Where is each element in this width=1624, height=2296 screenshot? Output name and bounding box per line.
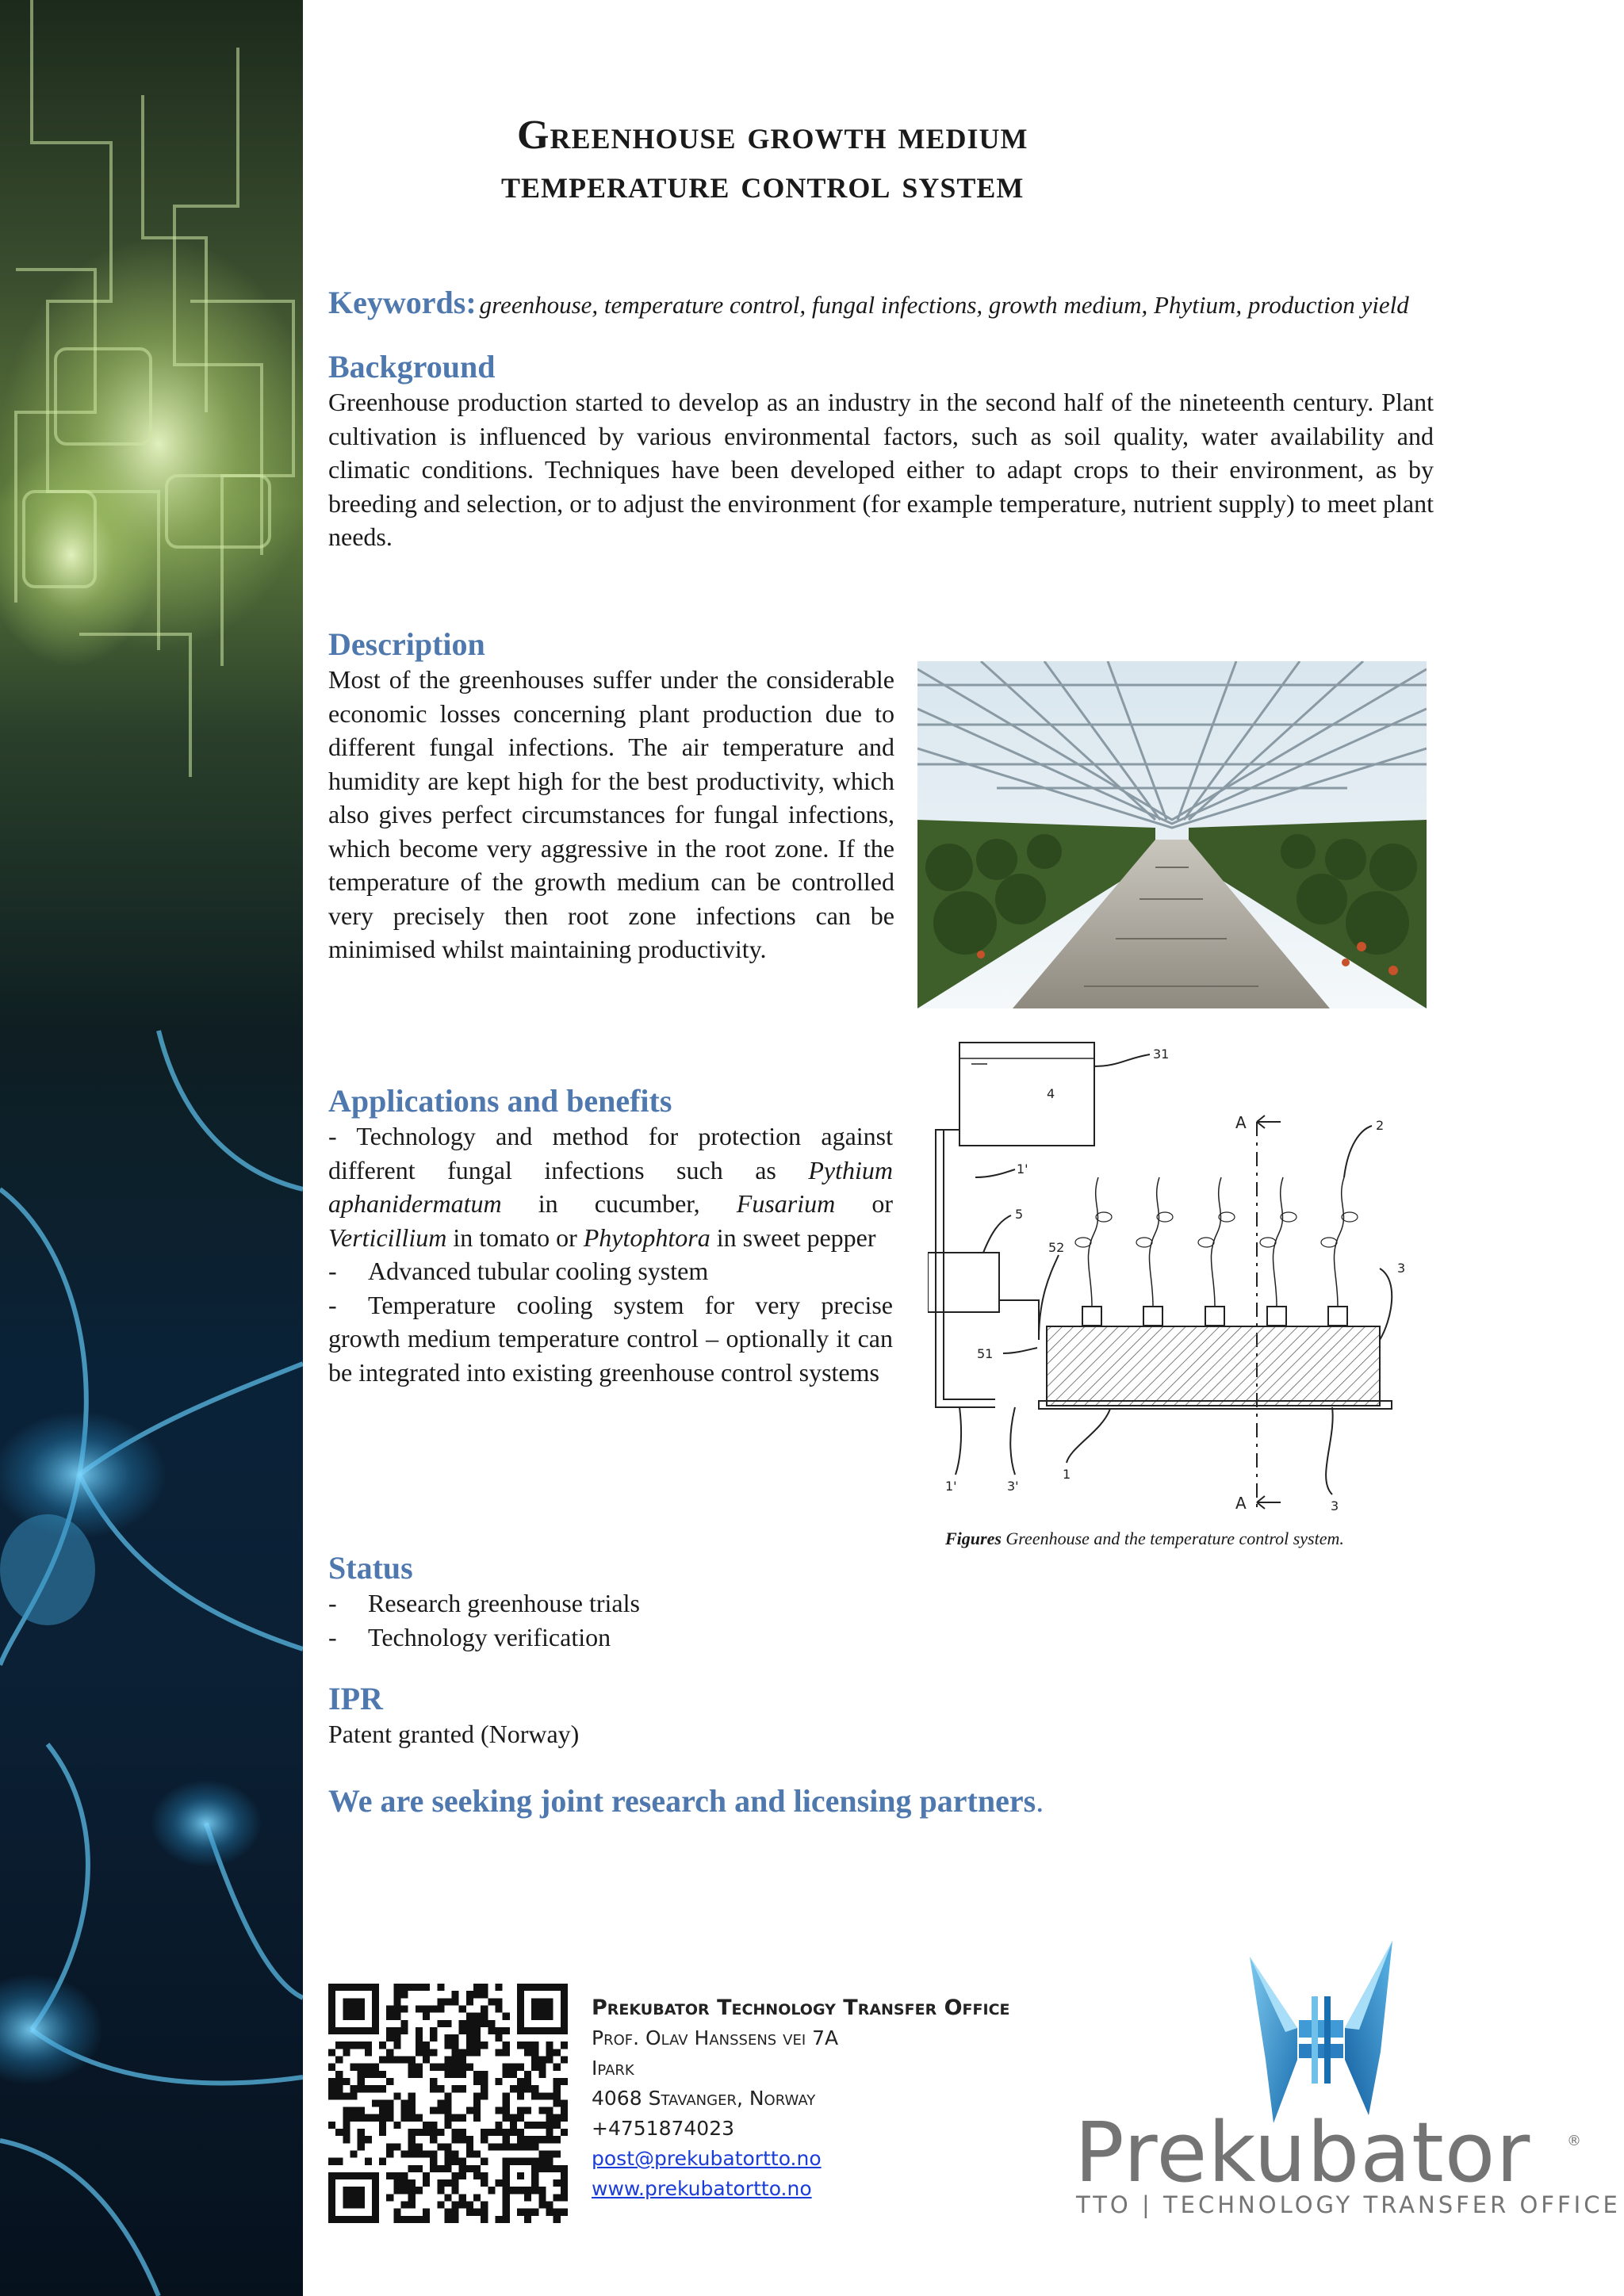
prekubator-logo-icon (1242, 1941, 1400, 2123)
diagram-label-bottom-3a: 3' (1007, 1479, 1019, 1494)
ipr-heading: IPR (328, 1681, 383, 1716)
contact-block (592, 1993, 1010, 2204)
description-section (328, 626, 894, 966)
applications-item-1-suffix: in sweet pepper (710, 1223, 876, 1252)
pathogen-name: Verticillium (328, 1223, 447, 1252)
status-item-text: Research greenhouse trials (368, 1589, 640, 1617)
ipr-text: Patent granted (Norway) (328, 1720, 580, 1748)
applications-item-1-prefix: - Technology and method for protection against different fungal infections such as (328, 1122, 893, 1184)
page-title (444, 111, 1316, 209)
figure-caption-label: Figures (945, 1529, 1002, 1548)
status-section (328, 1550, 1434, 1654)
applications-item-3 (328, 1288, 893, 1390)
title-line-2 (444, 160, 1316, 209)
applications-item-2-text: Advanced tubular cooling system (368, 1257, 709, 1285)
applications-item-3-text: Temperature cooling system for very precise growth medium temperature control – optionally it can be integrated into existing greenhouse control systems (328, 1290, 893, 1387)
applications-item-1 (328, 1119, 893, 1254)
keywords-label: Keywords: (328, 285, 477, 320)
keywords-text: greenhouse, temperature control, fungal infections, growth medium, Phytium, production yield (479, 291, 1409, 319)
status-item-text: Technology verification (368, 1622, 611, 1651)
contact-web-link[interactable]: www.prekubatortto.no (592, 2177, 812, 2200)
bullet-dash: - (328, 1589, 337, 1617)
prekubator-logo-wordmark: Prekubator (1074, 2104, 1531, 2201)
diagram-label-tank: 4 (1047, 1086, 1055, 1101)
bullet-dash: - (328, 1622, 337, 1651)
diagram-label-right-ref: 3 (1397, 1261, 1406, 1276)
figure-caption-text: Greenhouse and the temperature control system. (1001, 1529, 1344, 1548)
diagram-label-bottom-1: 1 (1063, 1467, 1071, 1482)
diagram-label-plant-ref: 2 (1376, 1118, 1385, 1133)
applications-item-1-mid3: in tomato or (446, 1223, 584, 1252)
qr-code[interactable] (328, 1984, 568, 2223)
diagram-label-bottom-3: 3 (1331, 1498, 1339, 1513)
diagram-label-section-top: A (1235, 1113, 1247, 1132)
applications-item-2 (328, 1254, 893, 1288)
registered-mark: ® (1567, 2133, 1581, 2149)
background-section (328, 349, 1434, 554)
applications-item-1-mid2: or (835, 1189, 894, 1218)
contact-email-link[interactable]: post@prekubatortto.no (592, 2147, 822, 2170)
diagram-label-pipe: 1' (1017, 1161, 1028, 1177)
figure-caption (945, 1529, 1344, 1549)
diagram-label-left-ref: 51 (977, 1346, 994, 1361)
pathogen-name: Pythium aphanidermatum (328, 1155, 893, 1218)
seeking-partners-statement (328, 1782, 1044, 1820)
contact-organization: Prekubator Technology Transfer Office (592, 1996, 1010, 2020)
status-heading: Status (328, 1550, 413, 1586)
pathogen-name: Phytophtora (583, 1223, 710, 1252)
seeking-partners-text: We are seeking joint research and licensing partners (328, 1783, 1036, 1819)
seeking-partners-period: . (1036, 1783, 1044, 1819)
greenhouse-photo (917, 661, 1427, 1008)
diagram-label-sensor: 52 (1048, 1240, 1065, 1255)
keywords-line (328, 284, 1438, 321)
diagram-label-tank-ref: 31 (1153, 1047, 1170, 1062)
diagram-label-pump: 5 (1015, 1207, 1024, 1222)
contact-address-line-1: Prof. Olav Hanssens vei 7A (592, 2026, 839, 2049)
pathogen-name: Fusarium (736, 1189, 836, 1218)
contact-phone: +4751874023 (592, 2117, 735, 2140)
background-heading: Background (328, 349, 496, 385)
decorative-side-banner (0, 0, 303, 2296)
title-line-1-text: Greenhouse growth medium (517, 113, 1028, 158)
status-item (328, 1586, 1434, 1621)
applications-section (328, 1083, 893, 1389)
diagram-label-section-bottom: A (1235, 1494, 1247, 1513)
bullet-dash: - (328, 1290, 337, 1319)
temperature-control-diagram (928, 1035, 1435, 1518)
background-text: Greenhouse production started to develop as an industry in the second half of the nineteenth century. Plant cultivation is influenced by various environmental factors, such as soil quality, water availability and climatic conditions. Techniques have been developed either to adapt crops to their environment, as by breeding and selection, or to adjust the environment (for example temperature, nutrient supply) to meet plant needs. (328, 388, 1434, 551)
applications-heading: Applications and benefits (328, 1083, 672, 1119)
title-line-1 (444, 111, 1316, 160)
title-line-2-text: temperature control system (501, 162, 1025, 207)
description-text: Most of the greenhouses suffer under the considerable economic losses concerning plant production due to different fungal infections. The air temperature and humidity are kept high for the best productivity, which also gives perfect circumstances for fungal infections, which become very aggressive in the root zone. If the temperature of the growth medium can be controlled very precisely then root zone infections can be minimised whilst maintaining productivity. (328, 665, 894, 963)
contact-address-line-3: 4068 Stavanger, Norway (592, 2087, 816, 2110)
status-item (328, 1621, 1434, 1655)
description-heading: Description (328, 626, 485, 662)
diagram-label-bottom-1a: 1' (945, 1479, 957, 1494)
bullet-dash: - (328, 1257, 337, 1285)
prekubator-logo-tagline: TTO | TECHNOLOGY TRANSFER OFFICE (1076, 2191, 1621, 2218)
ipr-section (328, 1681, 1434, 1751)
applications-item-1-mid1: in cucumber, (501, 1189, 737, 1218)
contact-address-line-2: Ipark (592, 2057, 634, 2080)
